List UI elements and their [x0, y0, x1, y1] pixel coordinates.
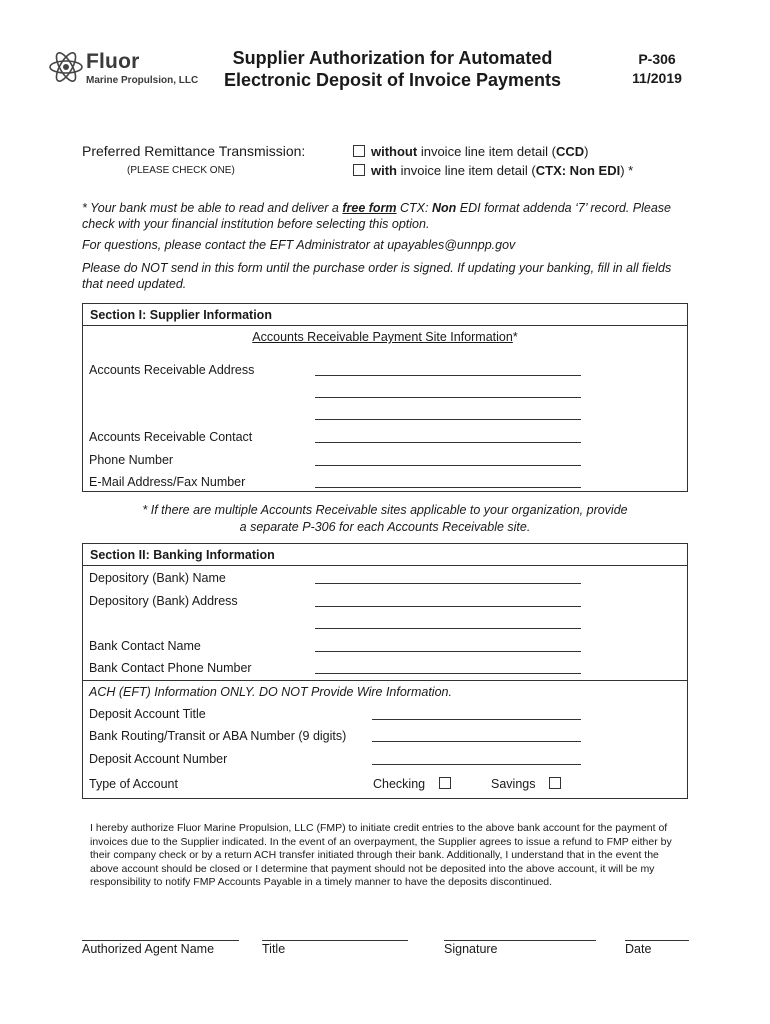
ccd-checkbox[interactable] — [353, 145, 365, 157]
ach-heading: ACH (EFT) Information ONLY. DO NOT Provide Wire Information. — [89, 685, 452, 699]
section1-subheading-text: Accounts Receivable Payment Site Information — [252, 330, 513, 344]
bank-name-label: Depository (Bank) Name — [89, 571, 226, 585]
ctx-note — [82, 200, 692, 232]
ccd-option-code: CCD — [555, 144, 585, 159]
ccd-option-text: invoice line item detail ( — [417, 144, 556, 159]
ccd-option-bold: without — [371, 144, 418, 159]
ctx-option-text: invoice line item detail ( — [397, 163, 536, 178]
date-label: Date — [625, 942, 652, 956]
ctx-option-suffix: ) * — [620, 163, 634, 178]
section1-subheading — [83, 330, 687, 344]
ar-phone-label: Phone Number — [89, 453, 174, 467]
account-number-line[interactable] — [372, 764, 581, 765]
ar-contact-line[interactable] — [315, 442, 581, 443]
routing-line[interactable] — [372, 741, 581, 742]
option-ccd — [353, 144, 588, 159]
ctx-note-part1: * Your bank must be able to read and deliver a — [82, 201, 343, 215]
ar-phone-line[interactable] — [315, 465, 581, 466]
bank-phone-label: Bank Contact Phone Number — [89, 661, 252, 675]
ctx-checkbox[interactable] — [353, 164, 365, 176]
ctx-note-non: Non — [431, 201, 457, 215]
ach-divider — [83, 680, 687, 681]
checking-option — [373, 777, 457, 791]
account-type-label: Type of Account — [89, 777, 178, 791]
ar-address-line1[interactable] — [315, 375, 581, 376]
donot-note: Please do NOT send in this form until the purchase order is signed. If updating your banking, fill in all fields that need updated. — [82, 261, 672, 291]
ctx-option-code: CTX: Non EDI — [535, 163, 621, 178]
ar-address-label: Accounts Receivable Address — [89, 363, 255, 377]
ar-email-label: E-Mail Address/Fax Number — [89, 475, 246, 489]
section1-footnote — [82, 502, 688, 536]
section1-footnote-line1: * If there are multiple Accounts Receivable sites applicable to your organization, provide — [142, 503, 628, 517]
bank-contact-line[interactable] — [315, 651, 581, 652]
account-number-label: Deposit Account Number — [89, 752, 228, 766]
ar-email-line[interactable] — [315, 487, 581, 488]
savings-option — [491, 777, 567, 791]
form-title — [215, 47, 570, 91]
section1-heading: Section I: Supplier Information — [83, 304, 687, 326]
section2-heading: Section II: Banking Information — [83, 544, 687, 566]
date-line[interactable] — [625, 940, 689, 941]
signature-line[interactable] — [444, 940, 596, 941]
company-logo — [48, 46, 198, 96]
ctx-note-part2: CTX: — [396, 201, 432, 215]
ar-address-line3[interactable] — [315, 419, 581, 420]
ar-contact-label: Accounts Receivable Contact — [89, 430, 253, 444]
ctx-note-part3: EDI format addenda ‘7’ record. Please check with your financial institution before selecting this option. — [82, 201, 671, 231]
account-title-line[interactable] — [372, 719, 581, 720]
form-id — [612, 50, 702, 88]
signature-label: Signature — [444, 942, 498, 956]
checking-label: Checking — [373, 777, 426, 791]
bank-address-line1[interactable] — [315, 606, 581, 607]
form-title-line2: Electronic Deposit of Invoice Payments — [223, 70, 562, 90]
title-line[interactable] — [262, 940, 408, 941]
title-label: Title — [262, 942, 286, 956]
ctx-note-free-form: free form — [342, 201, 397, 215]
ctx-option-bold: with — [371, 163, 397, 178]
company-subsidiary: Marine Propulsion, LLC — [86, 75, 199, 86]
section1-footnote-line2: a separate P-306 for each Accounts Receivable site. — [239, 520, 531, 534]
agent-name-label: Authorized Agent Name — [82, 942, 215, 956]
atom-logo-icon — [48, 50, 84, 84]
authorization-text: I hereby authorize Fluor Marine Propulsion, LLC (FMP) to initiate credit entries to the above bank account for the payment of invoices due to the Supplier indicated. In the event of an overpayment, the Supplier agrees to issue a refund to FMP either by their company check or by a return ACH transfer initiated through their bank. Additionally, I understand that in the event the above account should be closed or I determine that payment should not be deposited into the above account, it will be my responsibility to notify FMP Accounts Payable in a timely manner to have the deposits discontinued. — [90, 822, 672, 888]
agent-name-line[interactable] — [82, 940, 239, 941]
form-number: P-306 — [638, 51, 676, 67]
option-ctx — [353, 163, 633, 178]
account-title-label: Deposit Account Title — [89, 707, 206, 721]
bank-name-line[interactable] — [315, 583, 581, 584]
ar-address-line2[interactable] — [315, 397, 581, 398]
remittance-sublabel: (PLEASE CHECK ONE) — [127, 165, 235, 176]
bank-address-label: Depository (Bank) Address — [89, 594, 238, 608]
savings-checkbox[interactable] — [549, 777, 561, 789]
form-title-line1: Supplier Authorization for Automated — [232, 48, 553, 68]
form-date: 11/2019 — [632, 70, 682, 86]
bank-address-line2[interactable] — [315, 628, 581, 629]
bank-phone-line[interactable] — [315, 673, 581, 674]
questions-note: For questions, please contact the EFT Administrator at upayables@unnpp.gov — [82, 238, 516, 252]
savings-label: Savings — [491, 777, 536, 791]
checking-checkbox[interactable] — [439, 777, 451, 789]
ccd-option-suffix: ) — [584, 144, 589, 159]
bank-contact-label: Bank Contact Name — [89, 639, 201, 653]
routing-label: Bank Routing/Transit or ABA Number (9 digits) — [89, 729, 347, 743]
remittance-label: Preferred Remittance Transmission: — [82, 143, 306, 159]
section1-subheading-mark: * — [512, 330, 518, 344]
company-name: Fluor — [86, 50, 140, 73]
